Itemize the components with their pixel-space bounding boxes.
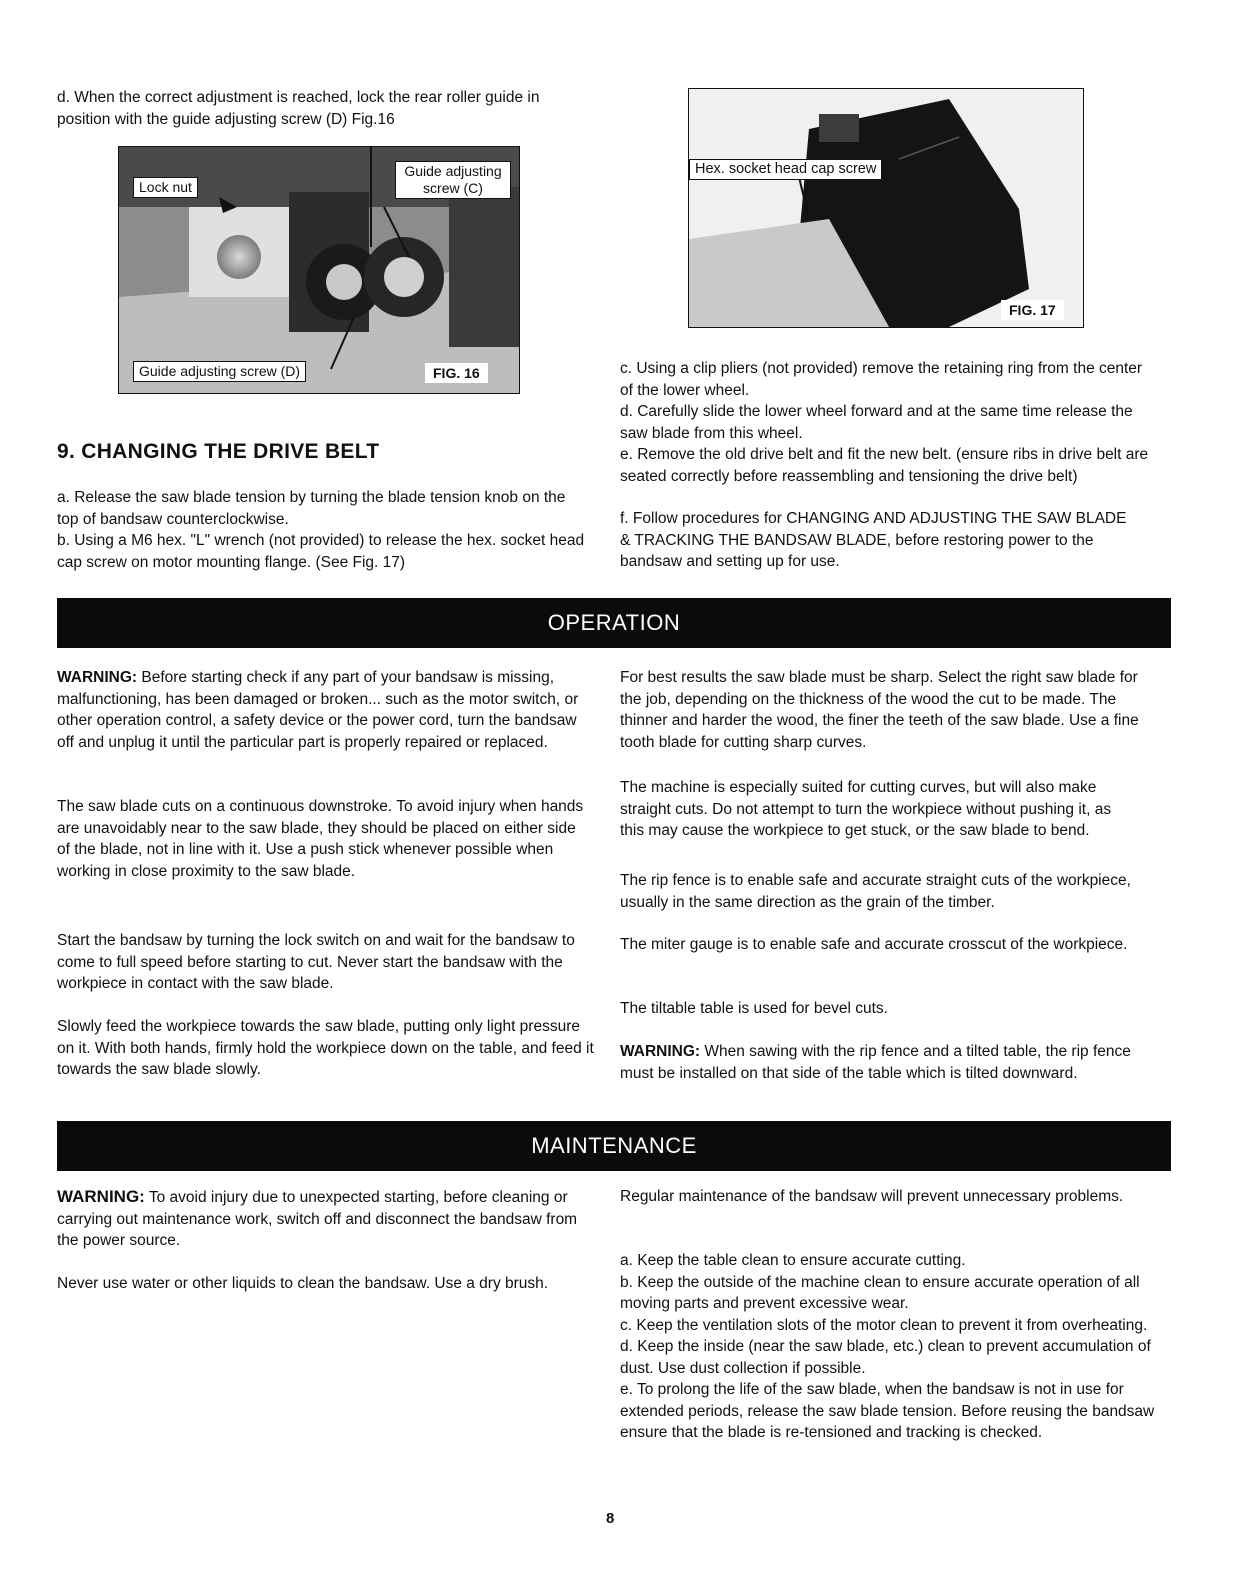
- step-a-release-tension: a. Release the saw blade tension by turning the blade tension knob on the top of bandsaw counterclockwise.: [57, 489, 566, 528]
- step-d-lower-wheel: d. Carefully slide the lower wheel forward and at the same time release the saw blade from this wheel.: [620, 403, 1133, 442]
- list-item: e. To prolong the life of the saw blade, when the bandsaw is not in use for extended periods, release the saw blade tension. Before reusing the bandsaw ensure that the blade is re-tensioned and tracking is checked.: [620, 1381, 1155, 1441]
- operation-feed-para: Slowly feed the workpiece towards the saw blade, putting only light pressure on it. With both hands, firmly hold the workpiece down on the table, and feed it towards the saw blade slowly.: [57, 1018, 594, 1078]
- step-d-rear-roller: d. When the correct adjustment is reached, lock the rear roller guide in position with the guide adjusting screw (D) Fig.16: [57, 89, 540, 128]
- warning-text: Before starting check if any part of your bandsaw is missing, malfunctioning, has been damaged or broken... such as the motor switch, or other operation control, a safety device or the power cord, turn the bandsaw off and unplug it until the particular part is properly repaired or replaced.: [57, 669, 579, 751]
- step-f-follow-procedures: f. Follow procedures for CHANGING AND ADJUSTING THE SAW BLADE & TRACKING THE BANDSAW BLADE, before restoring power to the bandsaw and setting up for use.: [620, 510, 1127, 570]
- fig-17-label: FIG. 17: [1001, 300, 1064, 320]
- motor-flange-illustration: [689, 89, 1083, 327]
- section-title-changing-drive-belt: 9. CHANGING THE DRIVE BELT: [57, 440, 380, 463]
- operation-best-results-para: For best results the saw blade must be sharp. Select the right saw blade for the job, depending on the thickness of the wood the cut to be made. The thinner and harder the wood, the finer the teeth of the saw blade. Use a fine tooth blade for cutting sharp curves.: [620, 669, 1139, 751]
- operation-heading-bar: [57, 598, 1171, 648]
- operation-warning: [57, 667, 589, 753]
- list-item: a. Keep the table clean to ensure accurate cutting.: [620, 1252, 966, 1269]
- maintenance-warning: [57, 1186, 589, 1252]
- warning-text: When sawing with the rip fence and a tilted table, the rip fence must be installed on that side of the table which is tilted downward.: [620, 1043, 1131, 1082]
- list-item: c. Keep the ventilation slots of the motor clean to prevent it from overheating.: [620, 1316, 1148, 1334]
- step-b-hex-wrench: b. Using a M6 hex. "L" wrench (not provided) to release the hex. socket head cap screw on motor mounting flange. (See Fig. 17): [57, 532, 585, 571]
- warning-label: WARNING:: [57, 669, 138, 686]
- operation-rip-fence-warning: [620, 1041, 1160, 1084]
- list-item: d. Keep the inside (near the saw blade, etc.) clean to prevent accumulation of dust. Use dust collection if possible.: [620, 1338, 1151, 1377]
- list-item: b. Keep the outside of the machine clean to ensure accurate operation of all moving parts and prevent excessive wear.: [620, 1273, 1140, 1312]
- hex-socket-screw-label: Hex. socket head cap screw: [689, 159, 882, 180]
- operation-heading: OPERATION: [547, 610, 681, 635]
- maintenance-list: [620, 1250, 1160, 1444]
- guide-adjusting-screw-d-label: Guide adjusting screw (D): [133, 361, 306, 382]
- warning-text: To avoid injury due to unexpected starting, before cleaning or carrying out maintenance work, switch off and disconnect the bandsaw from the power source.: [57, 1189, 578, 1249]
- maintenance-heading-bar: [57, 1121, 1171, 1171]
- page-number: 8: [606, 1510, 615, 1527]
- maintenance-regular-para: Regular maintenance of the bandsaw will prevent unnecessary problems.: [620, 1188, 1124, 1205]
- operation-miter-gauge-para: The miter gauge is to enable safe and accurate crosscut of the workpiece.: [620, 936, 1128, 953]
- warning-label: WARNING:: [57, 1187, 145, 1206]
- guide-adjusting-screw-c-label: Guide adjusting screw (C): [395, 161, 511, 199]
- figure-17-photo: [688, 88, 1084, 328]
- operation-downstroke-para: The saw blade cuts on a continuous downstroke. To avoid injury when hands are unavoidably near to the saw blade, they should be placed on either side of the blade, not in line with it. Use a push stick whenever possible when working in close proximity to the saw blade.: [57, 798, 584, 880]
- lock-nut-label: Lock nut: [133, 177, 198, 198]
- operation-start-para: Start the bandsaw by turning the lock switch on and wait for the bandsaw to come to full speed before starting to cut. Never start the bandsaw with the workpiece in contact with the saw blade.: [57, 932, 575, 992]
- maintenance-no-water-para: Never use water or other liquids to clean the bandsaw. Use a dry brush.: [57, 1275, 549, 1292]
- warning-label: WARNING:: [620, 1043, 701, 1060]
- fig-16-label: FIG. 16: [425, 363, 488, 383]
- step-c-retaining-ring: c. Using a clip pliers (not provided) remove the retaining ring from the center of the lower wheel.: [620, 360, 1143, 399]
- operation-rip-fence-para: The rip fence is to enable safe and accurate straight cuts of the workpiece, usually in the same direction as the grain of the timber.: [620, 872, 1131, 911]
- step-e-new-belt: e. Remove the old drive belt and fit the new belt. (ensure ribs in drive belt are seated correctly before reassembling and tensioning the drive belt): [620, 446, 1149, 485]
- maintenance-heading: MAINTENANCE: [531, 1133, 697, 1158]
- operation-tiltable-table-para: The tiltable table is used for bevel cuts.: [620, 1000, 888, 1017]
- operation-curves-para: The machine is especially suited for cutting curves, but will also make straight cuts. Do not attempt to turn the workpiece without pushing it, as this may cause the workpiece to get stuck, or the saw blade to bend.: [620, 779, 1112, 839]
- figure-16-photo: [118, 146, 520, 394]
